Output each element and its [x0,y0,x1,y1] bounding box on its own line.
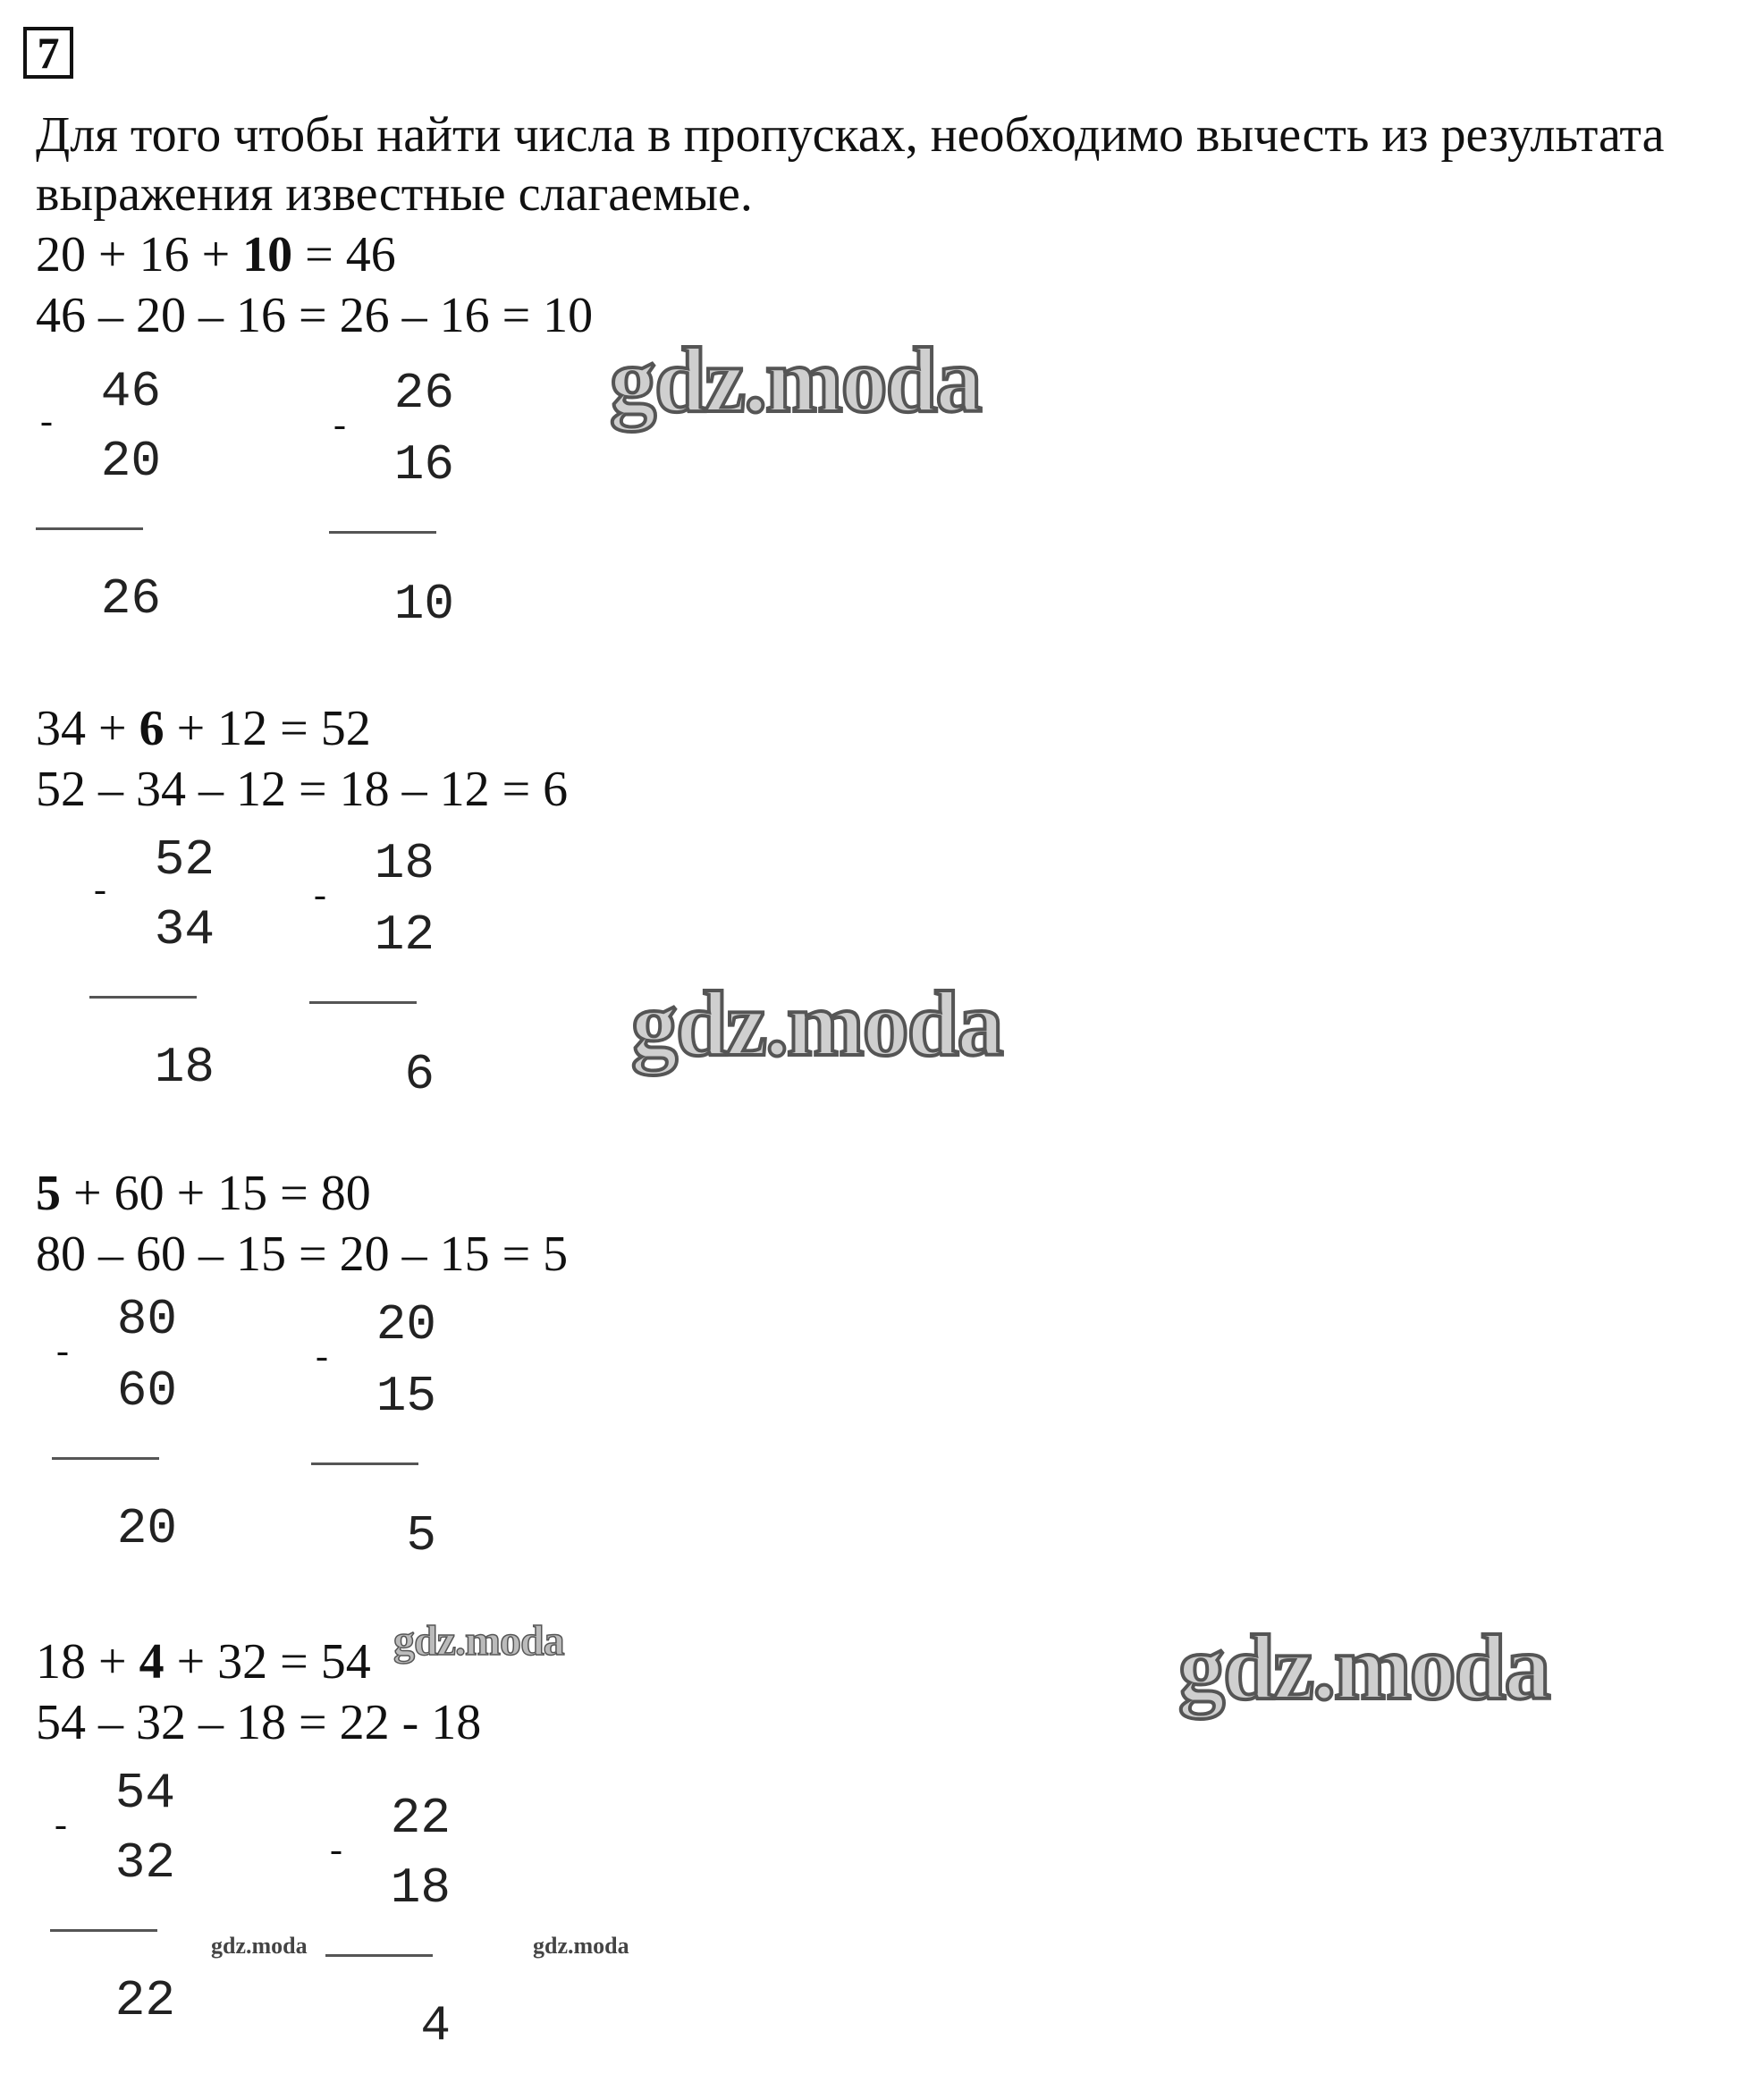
equation-1: 20 + 16 + 10 = 46 [36,227,396,282]
minuend: 22 [390,1790,451,1847]
column-subtraction: - 46 20 26 [36,363,161,628]
difference: 6 [404,1046,435,1103]
result-rule [52,1457,159,1460]
column-subtraction: - 26 16 10 [329,365,454,633]
result-rule [329,531,436,534]
column-subtraction: - 52 34 18 [89,831,215,1096]
subtrahend: 12 [374,906,435,964]
minuend: 80 [116,1291,177,1348]
missing-term: 4 [139,1634,165,1690]
column-subtraction: - 18 12 6 [309,835,435,1103]
intro-text: Для того чтобы найти числа в пропусках, необходимо вычесть из результата выражения известные слагаемые. [36,107,1665,222]
minuend: 20 [376,1296,436,1353]
missing-term: 6 [139,701,165,756]
calculation-4: 54 – 32 – 18 = 22 - 18 [36,1695,482,1750]
difference: 5 [406,1507,436,1564]
result-rule [36,527,143,530]
result-rule [89,996,197,999]
calculation-1: 46 – 20 – 16 = 26 – 16 = 10 [36,288,594,343]
subtrahend: 32 [114,1834,175,1892]
column-subtraction: - 22 18 4 [325,1790,451,2054]
minuend: 52 [154,831,215,889]
difference: 26 [100,570,161,628]
calculation-2: 52 – 34 – 12 = 18 – 12 = 6 [36,762,569,817]
equation-4: 18 + 4 + 32 = 54 [36,1634,371,1690]
watermark: gdz.moda [1178,1616,1549,1719]
difference: 22 [114,1972,175,2029]
subtrahend: 15 [376,1368,436,1425]
equation-2: 34 + 6 + 12 = 52 [36,701,371,756]
result-rule [311,1462,418,1465]
column-subtraction: - 54 32 22 [50,1765,175,2029]
difference: 10 [393,576,454,633]
difference: 4 [420,1997,451,2054]
result-rule [50,1929,157,1932]
difference: 20 [116,1500,177,1557]
minuend: 54 [114,1765,175,1822]
result-rule [309,1001,417,1004]
subtrahend: 18 [390,1859,451,1917]
minuend: 18 [374,835,435,892]
calculation-3: 80 – 60 – 15 = 20 – 15 = 5 [36,1226,569,1282]
missing-term: 10 [242,227,293,282]
watermark: gdz.moda [533,1933,629,1959]
watermark: gdz.moda [393,1617,564,1665]
watermark: gdz.moda [631,973,1002,1075]
missing-term: 5 [36,1166,61,1221]
subtrahend: 60 [116,1362,177,1420]
result-rule [325,1954,433,1957]
difference: 18 [154,1039,215,1096]
column-subtraction: - 20 15 5 [311,1296,436,1564]
column-subtraction: - 80 60 20 [52,1291,177,1557]
subtrahend: 34 [154,901,215,958]
equation-3: 5 + 60 + 15 = 80 [36,1166,371,1221]
subtrahend: 20 [100,433,161,490]
watermark: gdz.moda [610,329,981,432]
task-number-badge: 7 [23,27,73,79]
minuend: 46 [100,363,161,420]
minuend: 26 [393,365,454,422]
subtrahend: 16 [393,436,454,493]
watermark: gdz.moda [211,1933,308,1959]
